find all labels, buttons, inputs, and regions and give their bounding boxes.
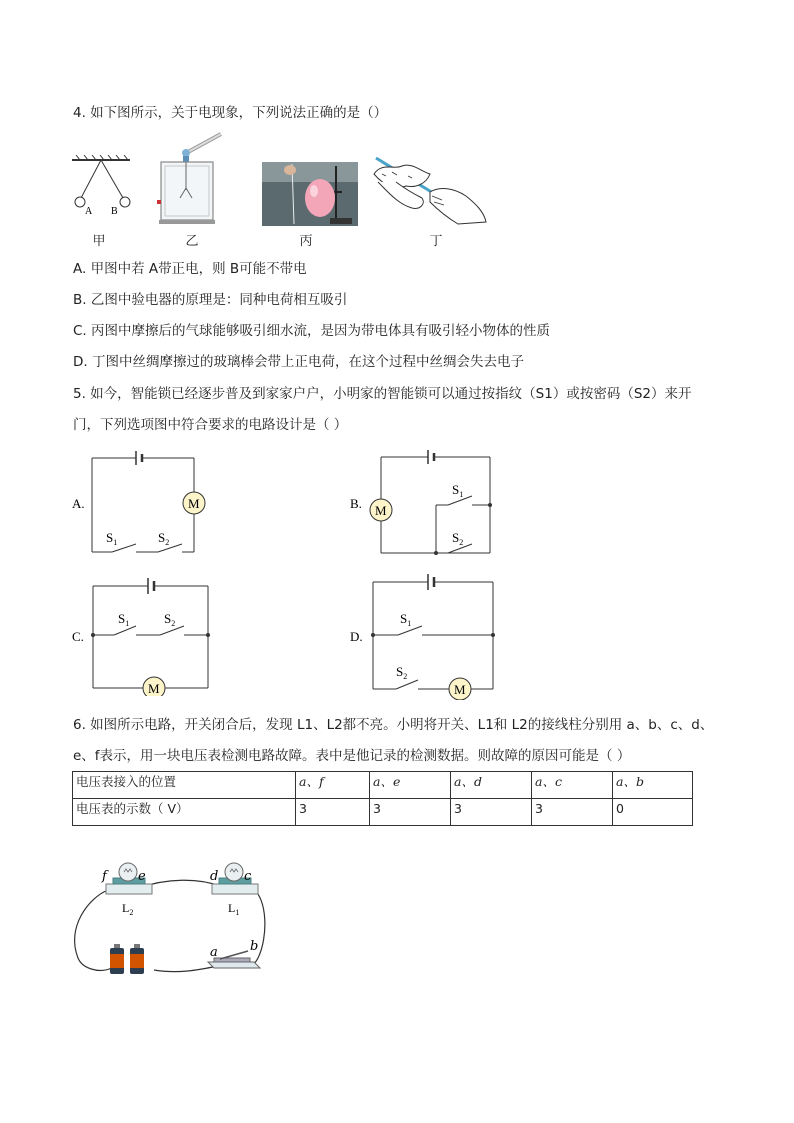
circuit-a-s2: S [158,530,166,545]
circuit-c-motor: M [148,681,160,696]
balloon-photo [262,162,358,226]
lamp-l1-label: L [228,901,236,915]
fig-label-jia: 甲 [92,234,106,249]
circuit-a-s2-sub: 2 [165,538,170,547]
circuit-a-s1-sub: 1 [113,538,118,547]
circuit-d-s1: S [400,611,408,626]
table-cell: 0 [613,799,693,826]
table-cell: 3 [451,799,532,826]
lamp-l1-sub: 1 [235,908,240,917]
table-row [73,799,693,826]
table-row-header: 电压表接入的位置 [73,772,296,799]
fig-label-yi: 乙 [185,234,199,249]
circuit-d-s1-sub: 1 [407,619,412,628]
circuit-a [70,445,210,560]
circuit-b-label: B. [350,496,362,511]
svg-text:S2 [396,664,407,681]
q4-option-b: B. 乙图中验电器的原理是：同种电荷相互吸引 [73,292,348,308]
circuit-d-s2: S [396,664,404,679]
circuit-c-label: C. [72,629,84,644]
q5-stem-line1: 5. 如今，智能锁已经逐步普及到家家户户，小明家的智能锁可以通过按指纹（S1）或按密码（S2）来开 [73,386,692,402]
terminal-a-label: a [210,945,218,960]
circuit-a-label: A. [72,496,85,511]
circuit-a-s1: S [106,530,114,545]
svg-text:S1 [400,611,411,628]
circuit-c-s1-sub: 1 [125,619,130,628]
table-header-cell: a、b [613,772,693,799]
lamp-l2-label: L [122,901,130,915]
circuit-b-s1-sub: 1 [459,490,464,499]
circuit-a-motor: M [188,496,200,511]
svg-text:L2 [122,901,133,917]
circuit-d-s2-sub: 2 [403,672,408,681]
table-cell: 3 [296,799,370,826]
circuit-d [348,568,498,700]
pendulum-b-label: B [111,206,118,217]
lamp-l2-sub: 2 [129,908,134,917]
table-cell: 3 [532,799,613,826]
table-header-cell: a、e [370,772,451,799]
q6-stem-line2: e、f表示，用一块电压表检测电路故障。表中是他记录的检测数据。则故障的原因可能是（ ） [73,748,631,764]
svg-text:S1 [118,611,129,628]
terminal-d-label: d [210,869,219,884]
circuit-b-s2-sub: 2 [459,538,464,547]
q4-stem: 4. 如下图所示，关于电现象，下列说法正确的是（） [73,105,388,121]
table-header-cell: a、d [451,772,532,799]
glass-rod-figure [368,152,490,228]
circuit-b-s1: S [452,482,460,497]
svg-text:S2 [452,530,463,547]
svg-text:S2 [164,611,175,628]
circuit-b [348,445,498,560]
pendulum-a-label: A [85,206,93,217]
circuit-b-s2: S [452,530,460,545]
fig-label-ding: 丁 [429,234,443,249]
table-header-cell: a、c [532,772,613,799]
voltmeter-table [72,771,693,826]
terminal-e-label: e [138,869,146,884]
fig-label-bing: 丙 [299,234,313,249]
circuit-d-motor: M [454,682,466,697]
table-header-cell: a、f [296,772,370,799]
q4-option-a: A. 甲图中若 A带正电，则 B可能不带电 [73,261,307,277]
svg-text:L1 [228,901,239,917]
svg-text:S1 [452,482,463,499]
pendulum-figure [70,152,140,222]
circuit-c-s1: S [118,611,126,626]
electroscope-figure [155,128,225,226]
svg-text:S1 [106,530,117,547]
table-cell: 3 [370,799,451,826]
circuit-b-motor: M [375,503,387,518]
svg-text:S2 [158,530,169,547]
circuit-d-label: D. [350,629,363,644]
circuit-c-s2-sub: 2 [171,619,176,628]
table-row [73,772,693,799]
table-row-header: 电压表的示数（ V） [73,799,296,826]
circuit-c [70,568,215,696]
q5-stem-line2: 门，下列选项图中符合要求的电路设计是（ ） [73,417,348,433]
terminal-c-label: c [244,869,252,884]
circuit-c-s2: S [164,611,172,626]
terminal-f-label: f [102,869,107,884]
physical-circuit-figure [68,858,273,988]
terminal-b-label: b [250,939,259,954]
q6-stem-line1: 6. 如图所示电路，开关闭合后，发现 L1、L2都不亮。小明将开关、L1和 L2的接线柱分别用 a、b、c、d、 [73,717,714,733]
q4-option-c: C. 丙图中摩擦后的气球能够吸引细水流，是因为带电体具有吸引轻小物体的性质 [73,323,551,339]
q4-option-d: D. 丁图中丝绸摩擦过的玻璃棒会带上正电荷，在这个过程中丝绸会失去电子 [73,354,524,370]
